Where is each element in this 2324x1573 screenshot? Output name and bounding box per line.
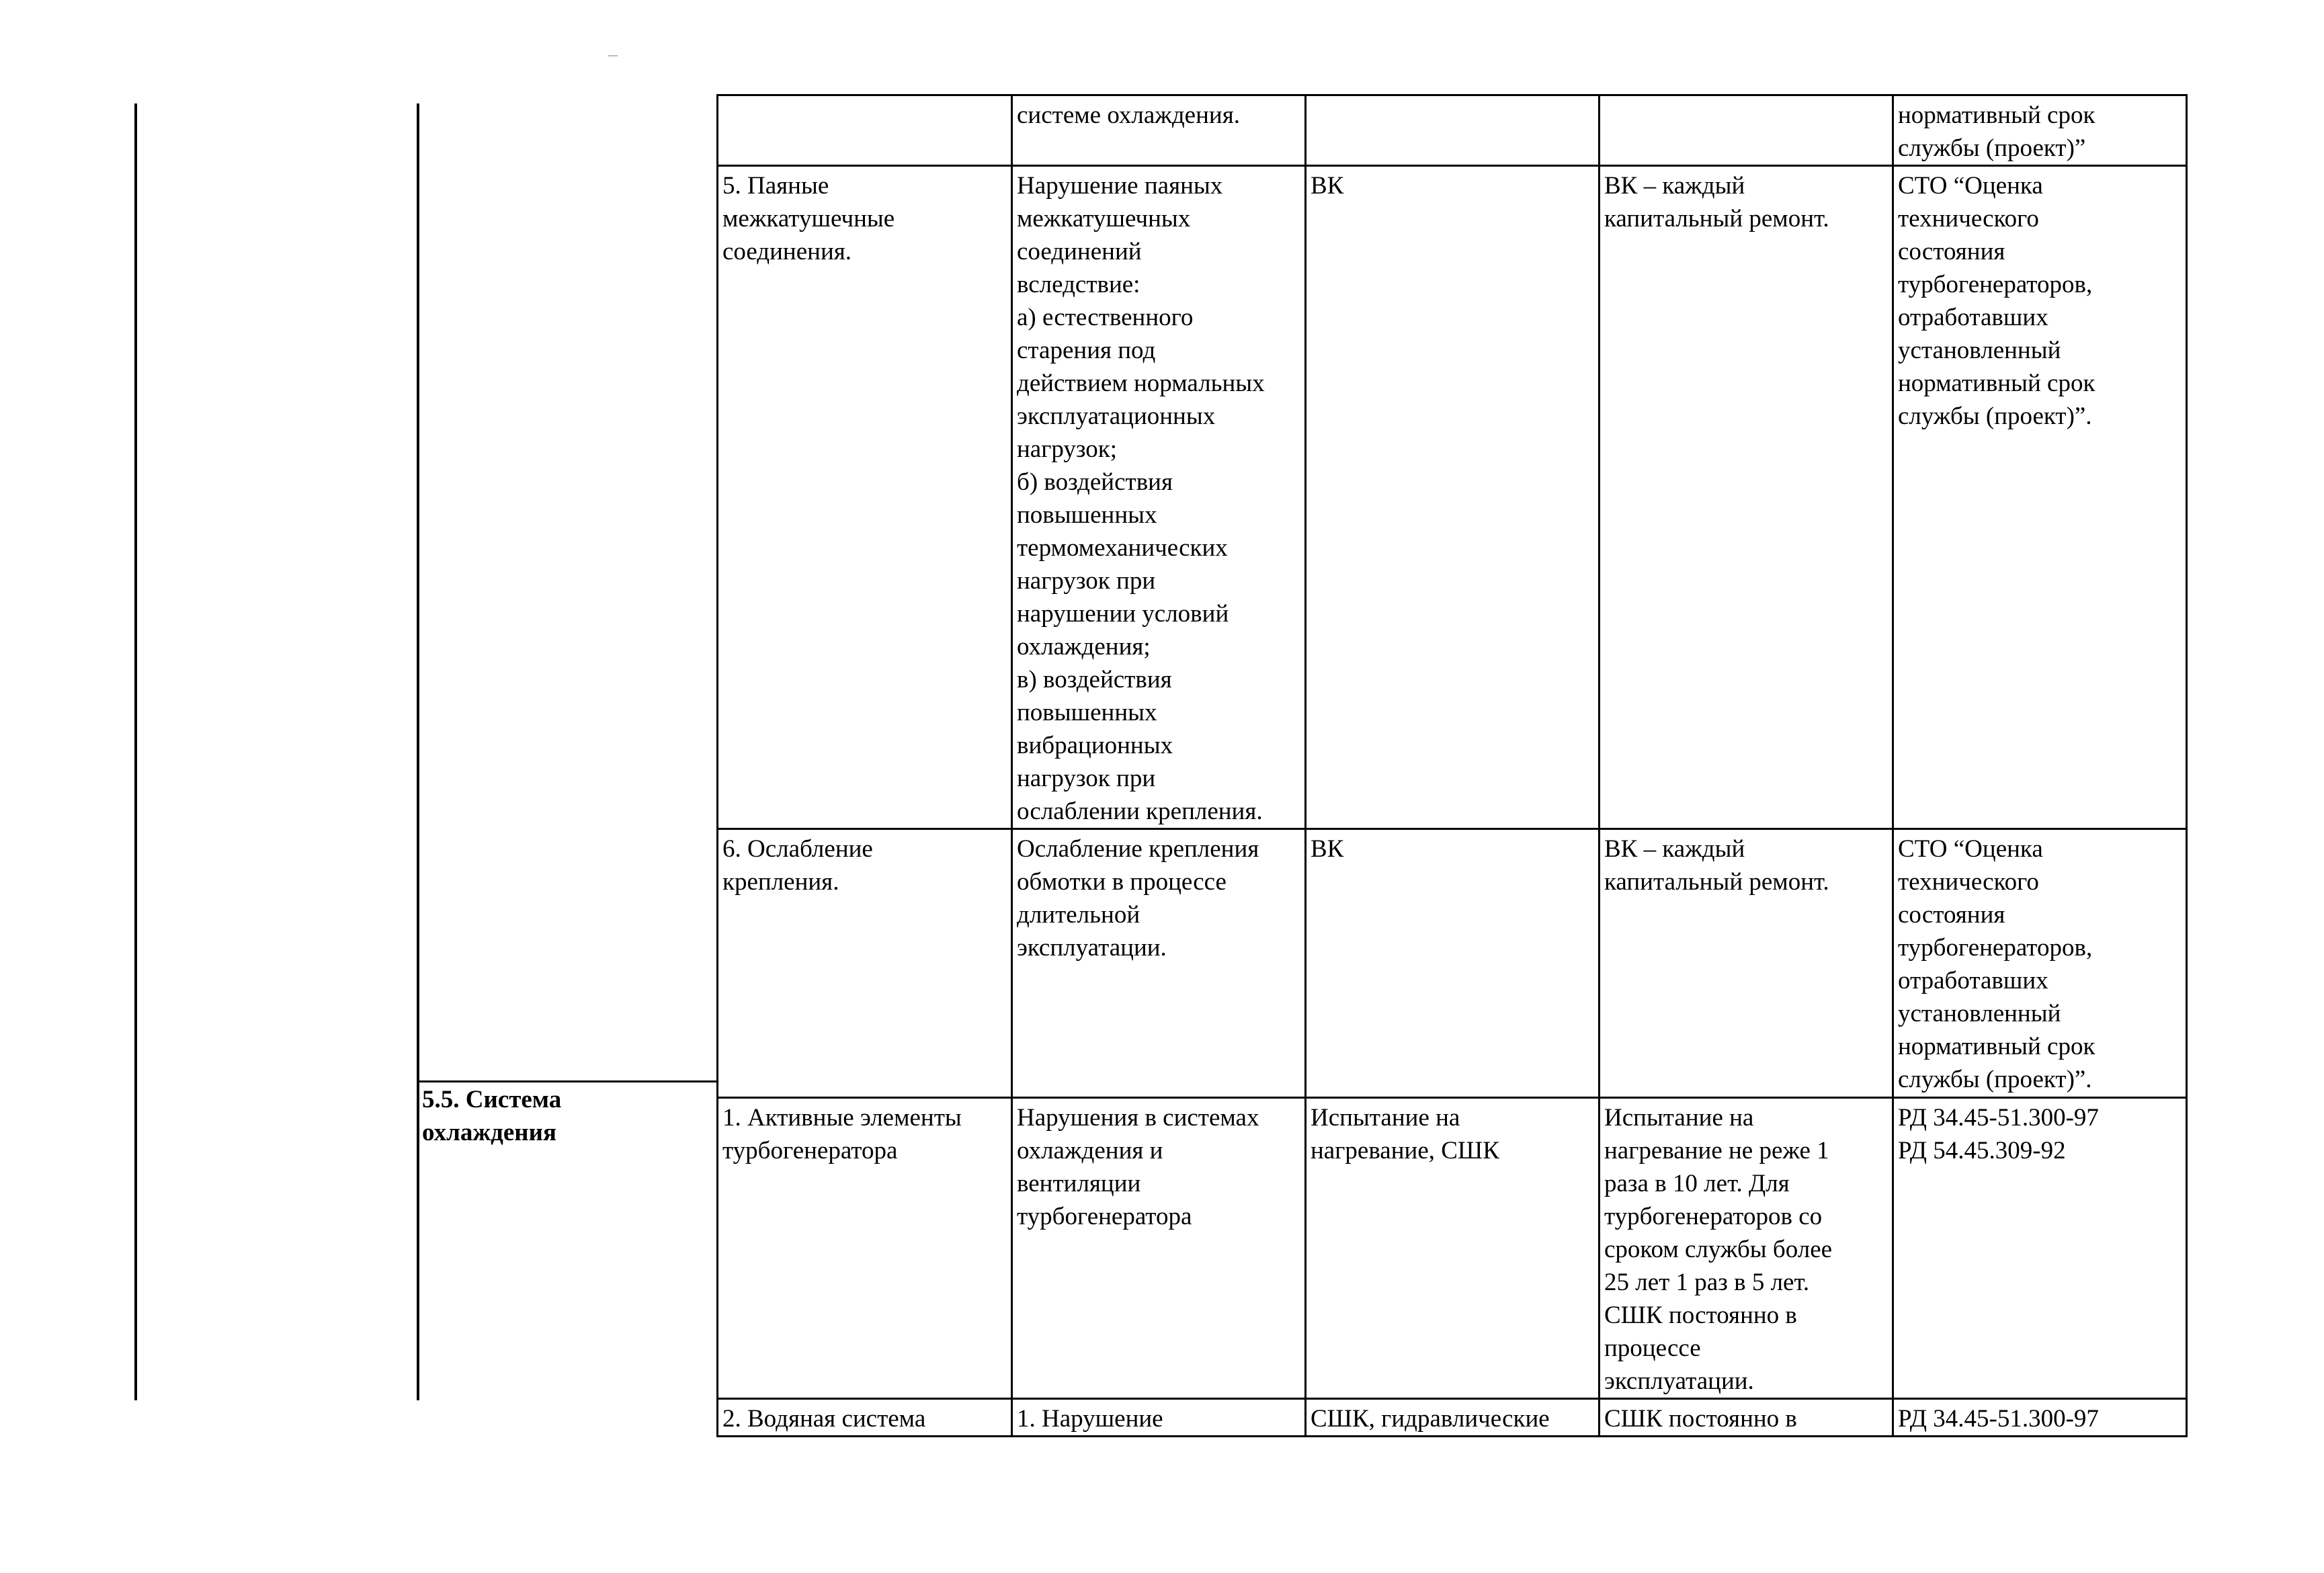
table-row bbox=[718, 95, 2187, 166]
method-cell: Испытание на нагревание, СШК bbox=[1306, 1098, 1600, 1399]
inspection-table bbox=[716, 94, 2188, 1437]
defect-cell: 1. Нарушение bbox=[1012, 1399, 1306, 1437]
reference-cell: РД 34.45-51.300-97 РД 54.45.309-92 bbox=[1893, 1098, 2187, 1399]
defect-cell: Нарушение паяных межкатушечных соединений вследствие: а) естественного старения под действием нормальных эксплуатационных нагрузок; б) воздействия повышенных термомеханических нагрузок при нарушении условий охлаждения; в) воздействия повышенных вибрационных нагрузок при ослаблении крепления. bbox=[1012, 166, 1306, 829]
frequency-cell bbox=[1600, 95, 1893, 166]
method-cell: ВК bbox=[1306, 166, 1600, 829]
frequency-cell: ВК – каждый капитальный ремонт. bbox=[1600, 829, 1893, 1098]
reference-cell: нормативный срок службы (проект)” bbox=[1893, 95, 2187, 166]
element-cell bbox=[718, 95, 1012, 166]
reference-cell: РД 34.45-51.300-97 bbox=[1893, 1399, 2187, 1437]
frequency-cell: СШК постоянно в bbox=[1600, 1399, 1893, 1437]
defect-cell: Ослабление крепления обмотки в процессе длительной эксплуатации. bbox=[1012, 829, 1306, 1098]
defect-cell: Нарушения в системах охлаждения и вентиляции турбогенератора bbox=[1012, 1098, 1306, 1399]
method-cell: СШК, гидравлические bbox=[1306, 1399, 1600, 1437]
section-divider bbox=[418, 1080, 718, 1082]
section-title: 5.5. Система охлаждения bbox=[422, 1086, 562, 1146]
left-margin-line bbox=[134, 103, 137, 1400]
scan-mark bbox=[608, 55, 618, 56]
method-cell: ВК bbox=[1306, 829, 1600, 1098]
reference-cell: СТО “Оценка технического состояния турбогенераторов, отработавших установленный нормативный срок службы (проект)”. bbox=[1893, 829, 2187, 1098]
method-cell bbox=[1306, 95, 1600, 166]
reference-cell: СТО “Оценка технического состояния турбогенераторов, отработавших установленный нормативный срок службы (проект)”. bbox=[1893, 166, 2187, 829]
frequency-cell: ВК – каждый капитальный ремонт. bbox=[1600, 166, 1893, 829]
element-cell: 5. Паяные межкатушечные соединения. bbox=[718, 166, 1012, 829]
table-row bbox=[718, 829, 2187, 1098]
table-row bbox=[718, 166, 2187, 829]
element-cell: 1. Активные элементы турбогенератора bbox=[718, 1098, 1012, 1399]
element-cell: 6. Ослабление крепления. bbox=[718, 829, 1012, 1098]
section-column-line bbox=[417, 103, 419, 1400]
frequency-cell: Испытание на нагревание не реже 1 раза в 10 лет. Для турбогенераторов со сроком службы более 25 лет 1 раз в 5 лет. СШК постоянно в процессе эксплуатации. bbox=[1600, 1098, 1893, 1399]
table-row bbox=[718, 1399, 2187, 1437]
defect-cell: системе охлаждения. bbox=[1012, 95, 1306, 166]
element-cell: 2. Водяная система bbox=[718, 1399, 1012, 1437]
table-row bbox=[718, 1098, 2187, 1399]
